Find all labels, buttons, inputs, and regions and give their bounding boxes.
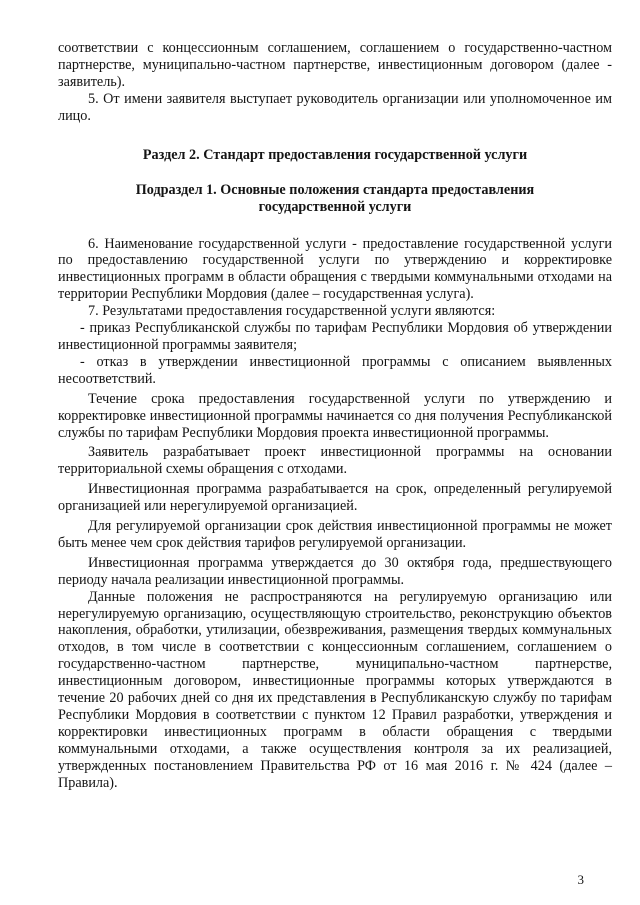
page-number: 3 (577, 872, 584, 887)
paragraph-6: 6. Наименование государственной услуги - предоставление государственной услуги по предоставлению государственной услуги по утверждению и корректировке инвестиционных программ в области обращения с твердыми коммунальными отходами на территории Республики Мордовия (далее – государственная услуга). (58, 235, 612, 303)
paragraph-program-term: Инвестиционная программа разрабатывается на срок, определенный регулируемой организацией или нерегулируемой организацией. (58, 481, 612, 515)
subsection-1-heading: Подраздел 1. Основные положения стандарта предоставления государственной услуги (135, 181, 535, 215)
section-2-heading: Раздел 2. Стандарт предоставления государственной услуги (142, 146, 528, 163)
paragraph-regulated: Для регулируемой организации срок действия инвестиционной программы не может быть менее чем срок действия тарифов регулируемой организации. (58, 518, 612, 551)
paragraph-applicant: Заявитель разрабатывает проект инвестиционной программы на основании территориальной схемы обращения с отходами. (58, 444, 612, 478)
paragraph-intro: соответствии с концессионным соглашением, соглашением о государственно-частном партнерстве, муниципально-частном партнерстве, инвестиционным договором (далее - заявитель). (58, 40, 612, 90)
paragraph-7-item-b: - отказ в утверждении инвестиционной программы с описанием выявленных несоответствий. (58, 353, 612, 387)
paragraph-5: 5. От имени заявителя выступает руководитель организации или уполномоченное им лицо. (58, 90, 612, 124)
paragraph-term: Течение срока предоставления государственной услуги по утверждению и корректировке инвестиционной программы начинается со дня получения Республиканской службы по тарифам Республики Мордовия проекта инвестиционной программы. (58, 390, 612, 441)
paragraph-7-item-a: - приказ Республиканской службы по тарифам Республики Мордовия об утверждении инвестиционной программы заявителя; (58, 320, 612, 353)
paragraph-approval-date: Инвестиционная программа утверждается до 30 октября года, предшествующего периоду начала реализации инвестиционной программы. (58, 554, 612, 588)
paragraph-exceptions: Данные положения не распространяются на регулируемую организацию или нерегулируемую организацию, осуществляющую строительство, реконструкцию объектов накопления, обработки, утилизации, обезвреживания, размещения твердых коммунальных отходов, в том числе в соответствии с концессионным соглашением, соглашением о государственно-частном партнерстве, муниципально-частном партнерстве, инвестиционным договором, инвестиционные программы которых утверждаются в течение 20 рабочих дней со дня их представления в Республиканскую службу по тарифам Республики Мордовия в соответствии с пунктом 12 Правил разработки, утверждения и корректировки инвестиционных программ в области обращения с твердыми коммунальными отходами, а также осуществления контроля за их реализацией, утвержденных постановлением Правительства РФ от 16 мая 2016 г. № 424 (далее – Правила). (58, 588, 612, 791)
paragraph-7: 7. Результатами предоставления государственной услуги являются: (88, 303, 496, 320)
